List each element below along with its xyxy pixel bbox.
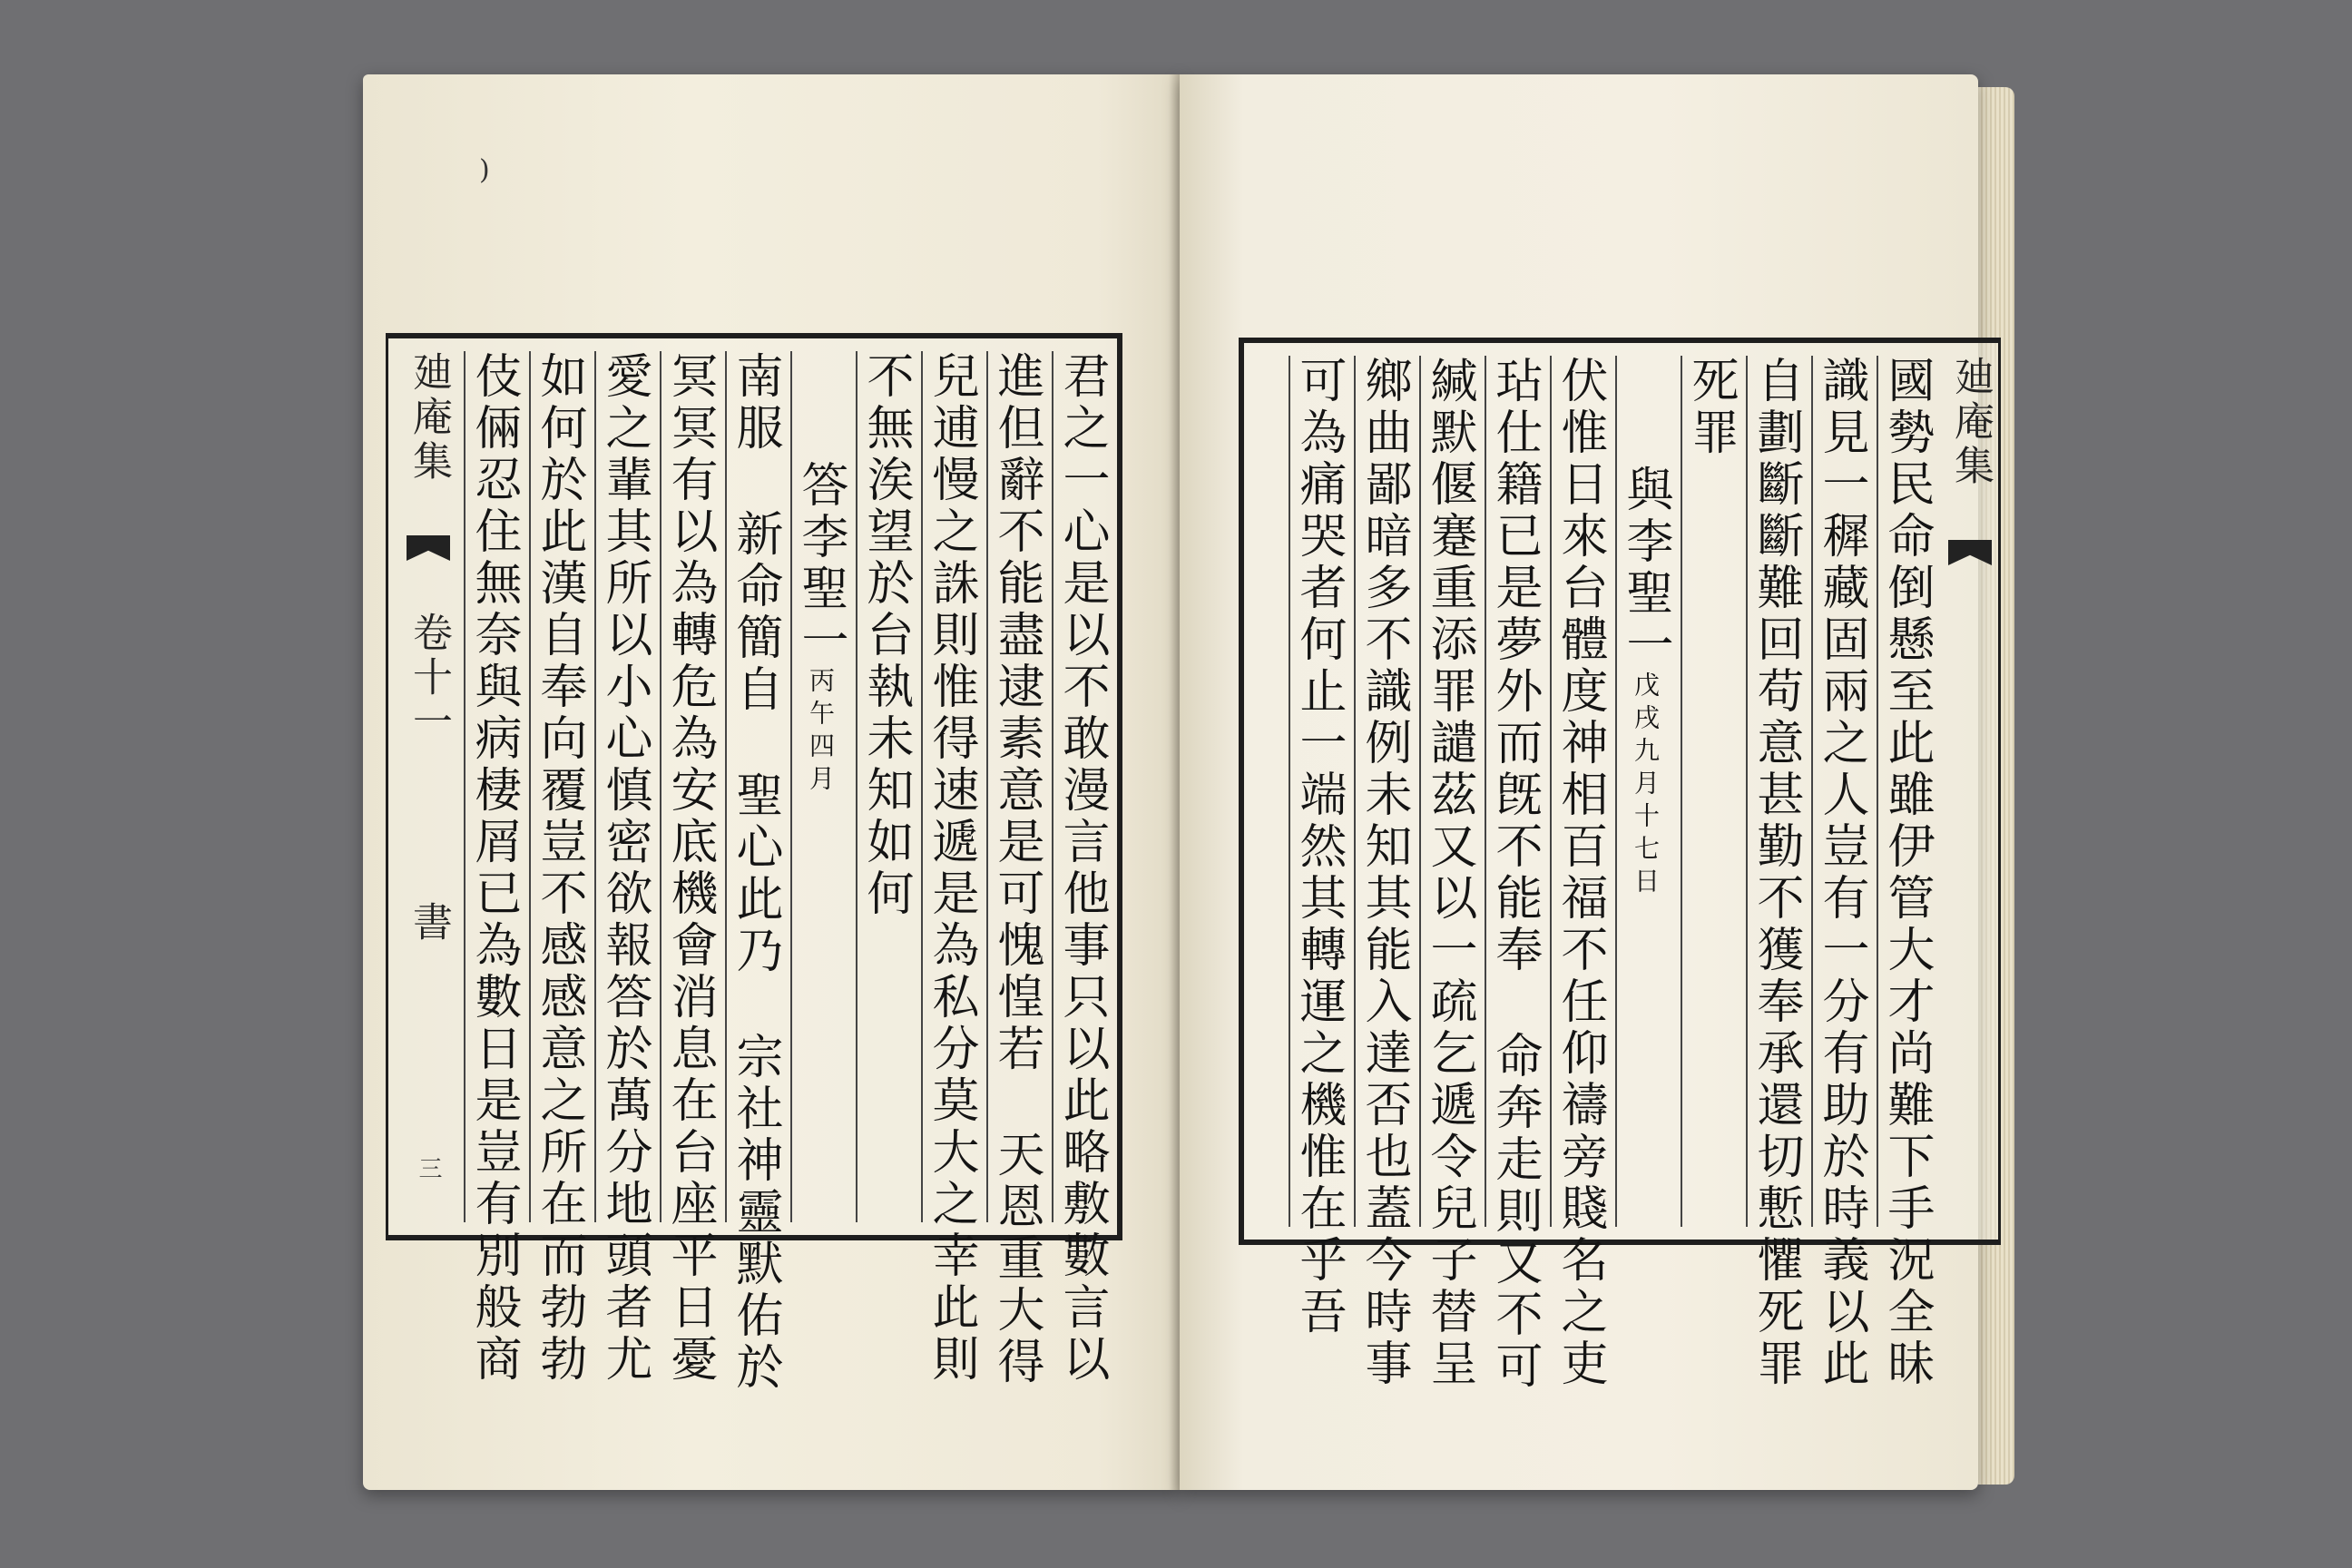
- left-col-1: 君之一心是以不敢漫言他事只以此略敷數言以: [1052, 351, 1110, 1222]
- left-col-4: 不無涘望於台執未知如何: [856, 351, 914, 1222]
- fold-strip-section: 書: [406, 901, 452, 946]
- ink-stroke: ): [479, 154, 490, 186]
- left-col-8: 愛之輩其所以小心慎密欲報答於萬分地頭者尤: [594, 351, 652, 1222]
- fold-strip-title: 廸庵集: [406, 351, 452, 485]
- right-fold-strip: [1940, 356, 1998, 1227]
- open-book: [363, 74, 2010, 1526]
- right-col-10: 可為痛哭者何止一端然其轉運之機惟在乎吾: [1289, 356, 1347, 1227]
- right-text-frame: [1239, 338, 2001, 1393]
- fold-strip-volume: 卷十一: [406, 612, 452, 745]
- right-col-3: 自劃斷斷難回苟意甚勤不獲奉承還切慙懼死罪: [1746, 356, 1804, 1227]
- left-col-7: 冥冥有以為轉危為安底機會消息在台座平日憂: [660, 351, 718, 1222]
- right-col-7: 玷仕籍已是夢外而旣不能奉命奔走則又不可: [1485, 356, 1543, 1227]
- right-col-9: 鄉曲鄙暗多不識例未知其能入達否也蓋今時事: [1354, 356, 1412, 1227]
- right-col-8: 緘默偃蹇重添罪譴茲又以一疏乞遞令兒子替呈: [1419, 356, 1477, 1227]
- left-col-9: 如何於此漢自奉向覆豈不感感意之所在而勃勃: [529, 351, 587, 1222]
- fold-mark-icon: [1948, 540, 1992, 565]
- right-col-4: 死罪: [1681, 356, 1739, 1227]
- left-col-5: 答李聖一丙午四月: [790, 351, 848, 1222]
- left-col-2: 進但辭不能盡逮素意是可愧惶若天恩重大得: [986, 351, 1044, 1222]
- left-col-3: 兒逋慢之誅則惟得速遞是為私分莫大之幸此則: [921, 351, 979, 1222]
- fold-mark-icon: [407, 535, 450, 561]
- right-page: [1180, 74, 1994, 1490]
- left-page: [363, 74, 1180, 1490]
- left-col-10: 伎倆忍住無奈與病棲屑已為數日是豈有別般商: [464, 351, 522, 1222]
- left-fold-strip: [393, 351, 456, 1222]
- right-col-5: 與李聖一戊戌九月十七日: [1615, 356, 1673, 1227]
- right-col-2: 識見一穉藏固兩之人豈有一分有助於時義以此: [1811, 356, 1869, 1227]
- right-col-6: 伏惟日來台體度神相百福不任仰禱旁賤名之吏: [1550, 356, 1608, 1227]
- right-col-1: 國勢民命倒懸至此雖伊管大才尚難下手況全昧: [1877, 356, 1935, 1227]
- left-text-frame: [386, 333, 1122, 1394]
- fold-strip-page-number: 三: [415, 1156, 442, 1184]
- left-col-6: 南服新命簡自聖心此乃宗社神靈默佑於: [725, 351, 783, 1222]
- fold-strip-title: 廸庵集: [1947, 356, 1994, 489]
